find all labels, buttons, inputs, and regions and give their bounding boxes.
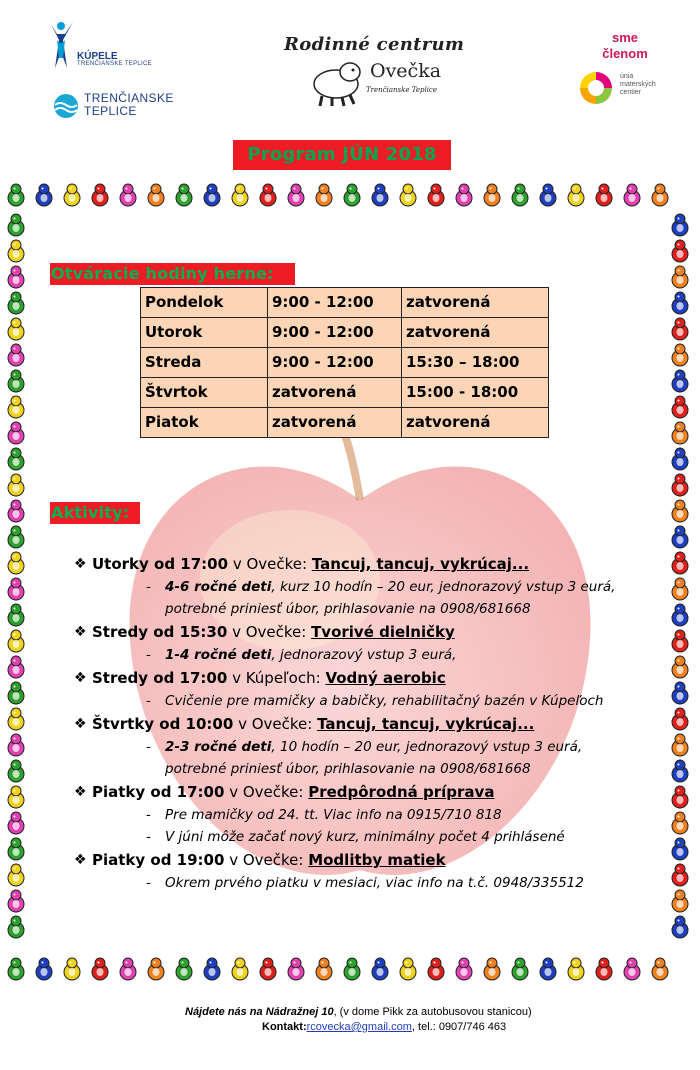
mascot-icon [508,182,532,208]
activity-item [70,620,690,644]
mascot-icon [508,956,532,982]
day-cell: Pondelok [141,288,268,318]
tt-line2: TEPLICE [84,104,137,118]
table-row [141,288,549,318]
activity-item [70,848,690,872]
mascot-icon [536,956,560,982]
mascot-icon [200,956,224,982]
mascot-icon [668,394,692,420]
mascot-icon [32,956,56,982]
mascot-icon [564,956,588,982]
mascot-icon [4,888,28,914]
mascot-icon [172,956,196,982]
mascot-icon [668,290,692,316]
mascot-icon [4,394,28,420]
mascot-icon [4,956,28,982]
kupele-figure-icon [45,18,77,74]
day-cell: Štvrtok [141,378,268,408]
table-row [141,318,549,348]
mascot-icon [668,524,692,550]
kupele-sub: TRENČIANSKE TEPLICE [77,61,152,67]
activity-when: Piatky od 17:00 [92,783,225,801]
mascot-icon [668,368,692,394]
hours-header: Otváracie hodiny herne: [50,263,295,285]
diamond-bullet-icon: ❖ [74,670,87,686]
kupele-name: KÚPELE [77,51,118,62]
unia-circle-icon [578,70,614,106]
mascot-icon [4,524,28,550]
diamond-bullet-icon: ❖ [74,624,87,640]
tt-line1: TRENČIANSKE [84,91,174,105]
activities-list [70,552,690,894]
activity-detail: - Cvičenie pre mamičky a babičky, rehabilitačný bazén v Kúpeľoch [146,693,604,709]
mascot-icon [4,784,28,810]
morning-cell: 9:00 - 12:00 [268,318,402,348]
activity-item [70,552,690,576]
table-row [141,378,549,408]
rc-sub: Trenčianske Teplice [366,86,437,94]
activity-where: v Ovečke: [228,555,312,573]
activity-title: Vodný aerobic [325,669,446,687]
mascot-icon [4,342,28,368]
wave-circle-icon [52,92,80,120]
contact-label: Kontakt: [262,1021,307,1033]
activity-where: v Ovečke: [227,623,312,641]
mascot-icon [256,182,280,208]
phone: , tel.: 0907/746 463 [411,1021,507,1033]
mascot-icon [452,182,476,208]
table-row [141,348,549,378]
mascot-icon [60,182,84,208]
email-link[interactable]: rcovecka@gmail.com [306,1021,412,1033]
mascot-icon [668,914,692,940]
kupele-logo [45,18,155,78]
mascot-icon [116,956,140,982]
mascot-icon [144,182,168,208]
day-cell: Utorok [141,318,268,348]
address-line [185,1005,532,1019]
mascot-icon [564,182,588,208]
morning-cell: zatvorená [268,378,402,408]
activity-when: Stredy od 17:00 [92,669,228,687]
address-note: , (v dome Pikk za autobusovou stanicou) [333,1006,532,1018]
mascot-icon [4,550,28,576]
mascot-icon [340,956,364,982]
activity-detail: potrebné priniesť úbor, prihlasovanie na 0908/681668 [165,601,531,617]
mascot-icon [312,182,336,208]
mascot-icon [4,602,28,628]
mascot-icon [88,182,112,208]
mascot-icon [4,368,28,394]
mascot-icon [668,316,692,342]
unia-line2: materských [620,81,656,88]
trencianske-teplice-logo [52,92,212,122]
activity-where: v Ovečke: [233,715,318,733]
activity-title: Modlitby matiek [308,851,446,869]
mascot-icon [668,238,692,264]
member-line1: sme [611,30,639,45]
mascot-icon [620,956,644,982]
afternoon-cell: zatvorená [402,318,549,348]
mascot-icon [4,446,28,472]
activity-title: Tancuj, tancuj, vykrúcaj... [317,715,535,733]
contact-line [262,1020,506,1034]
mascot-icon [668,342,692,368]
mascot-icon [4,290,28,316]
table-row [141,408,549,438]
mascot-icon [620,182,644,208]
activity-detail: - Okrem prvého piatku v mesiaci, viac info na t.č. 0948/335512 [146,875,584,891]
opening-hours-table [140,287,549,438]
mascot-icon [480,956,504,982]
mascot-icon [668,264,692,290]
mascot-icon [424,182,448,208]
mascot-icon [396,182,420,208]
mascot-icon [200,182,224,208]
diamond-bullet-icon: ❖ [74,852,87,868]
mascot-icon [424,956,448,982]
mascot-icon [368,182,392,208]
unia-line1: únia [620,73,634,80]
activity-detail: - V júni môže začať nový kurz, minimálny počet 4 prihlásené [146,829,565,845]
activity-detail: potrebné priniesť úbor, prihlasovanie na 0908/681668 [165,761,531,777]
unia-line3: centier [620,89,642,96]
mascot-icon [4,732,28,758]
activity-detail: - 1-4 ročné deti, jednorazový vstup 3 eurá, [146,647,457,663]
mascot-icon [668,498,692,524]
mascot-icon [88,956,112,982]
mascot-icon [648,956,672,982]
mascot-icon [4,680,28,706]
mascot-icon [4,420,28,446]
mascot-icon [480,182,504,208]
activities-header: Aktivity: [50,502,140,524]
morning-cell: 9:00 - 12:00 [268,288,402,318]
mascot-icon [4,836,28,862]
mascot-icon [396,956,420,982]
mascot-icon [368,956,392,982]
mascot-icon [668,212,692,238]
afternoon-cell: 15:00 - 18:00 [402,378,549,408]
activity-title: Predpôrodná príprava [308,783,495,801]
diamond-bullet-icon: ❖ [74,784,87,800]
rodinne-centrum-logo [278,30,465,115]
mascot-icon [648,182,672,208]
mascot-icon [4,862,28,888]
mascot-icon [4,212,28,238]
diamond-bullet-icon: ❖ [74,716,87,732]
morning-cell: 9:00 - 12:00 [268,348,402,378]
mascot-icon [4,810,28,836]
mascot-icon [4,758,28,784]
mascot-icon [312,956,336,982]
member-line2: členom [602,46,648,61]
program-title: Program JÚN 2018 [233,140,451,170]
mascot-icon [536,182,560,208]
activity-detail: - 4-6 ročné deti, kurz 10 hodín – 20 eur, jednorazový vstup 3 eurá, [146,579,616,595]
mascot-icon [4,628,28,654]
mascot-icon [60,956,84,982]
day-cell: Piatok [141,408,268,438]
mascot-icon [284,182,308,208]
activity-item [70,780,690,804]
activity-detail: - Pre mamičky od 24. tt. Viac info na 0915/710 818 [146,807,502,823]
mascot-icon [4,264,28,290]
unia-logo [578,70,678,110]
mascot-icon [228,182,252,208]
mascot-icon [4,576,28,602]
rc-title: Rodinné centrum [284,34,465,55]
activity-when: Štvrtky od 10:00 [92,715,234,733]
mascot-icon [172,182,196,208]
morning-cell: zatvorená [268,408,402,438]
mascot-icon [4,654,28,680]
mascot-icon [340,182,364,208]
afternoon-cell: zatvorená [402,408,549,438]
mascot-icon [256,956,280,982]
day-cell: Streda [141,348,268,378]
sheep-icon [306,58,366,108]
mascot-icon [668,420,692,446]
mascot-icon [452,956,476,982]
activity-item [70,666,690,690]
mascot-icon [32,182,56,208]
diamond-bullet-icon: ❖ [74,556,87,572]
member-label [585,30,665,62]
rc-name: Ovečka [370,60,442,82]
activity-where: v Ovečke: [224,851,309,869]
activity-title: Tvorivé dielničky [311,623,455,641]
mascot-icon [668,472,692,498]
mascot-icon [228,956,252,982]
mascot-icon [144,956,168,982]
mascot-icon [4,182,28,208]
activity-where: v Kúpeľoch: [227,669,326,687]
afternoon-cell: zatvorená [402,288,549,318]
activity-when: Utorky od 17:00 [92,555,229,573]
afternoon-cell: 15:30 – 18:00 [402,348,549,378]
activity-where: v Ovečke: [224,783,309,801]
mascot-icon [592,956,616,982]
address: Nájdete nás na Nádražnej 10 [185,1006,334,1018]
mascot-icon [4,498,28,524]
mascot-icon [592,182,616,208]
activity-when: Piatky od 19:00 [92,851,225,869]
mascot-icon [284,956,308,982]
activity-detail: - 2-3 ročné deti, 10 hodín – 20 eur, jednorazový vstup 3 eurá, [146,739,583,755]
mascot-icon [4,914,28,940]
activity-title: Tancuj, tancuj, vykrúcaj... [311,555,530,573]
mascot-icon [116,182,140,208]
activity-item [70,712,690,736]
activity-when: Stredy od 15:30 [92,623,228,641]
mascot-icon [4,472,28,498]
mascot-icon [668,446,692,472]
mascot-icon [4,706,28,732]
mascot-icon [4,238,28,264]
mascot-icon [4,316,28,342]
